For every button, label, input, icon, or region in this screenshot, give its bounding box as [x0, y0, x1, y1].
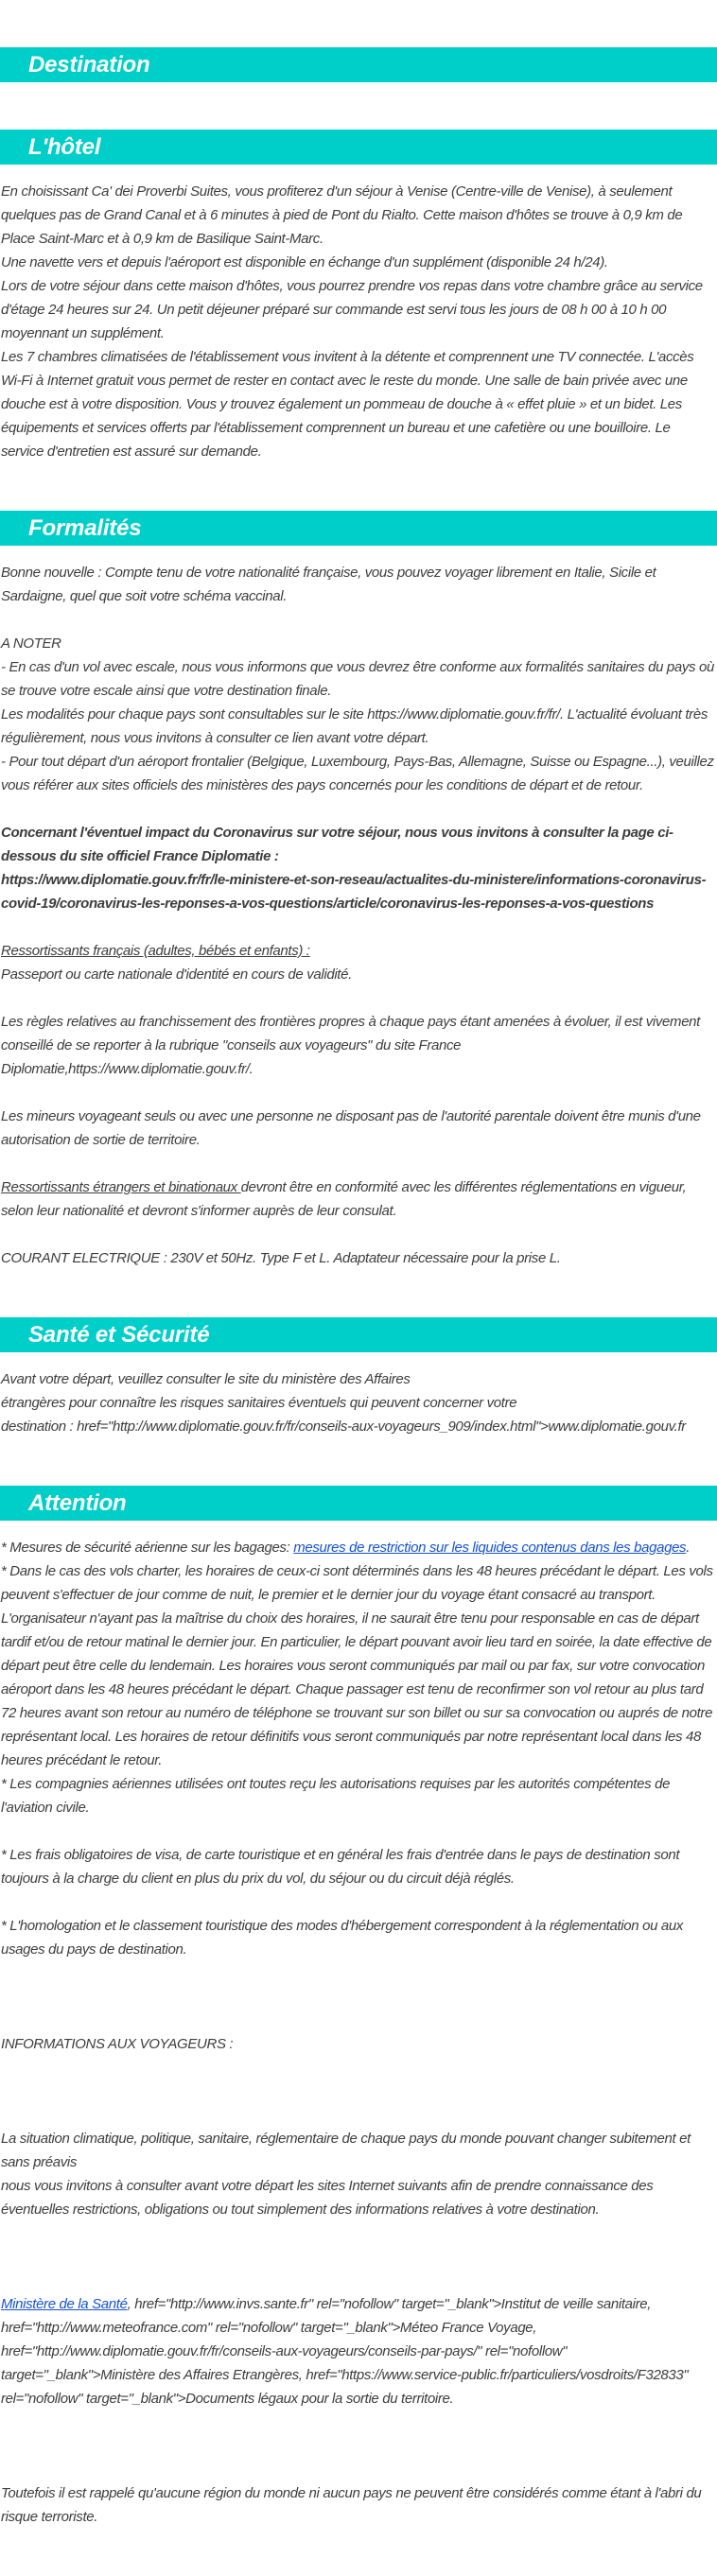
section-title: Formalités	[28, 514, 142, 541]
blank-line	[1, 2009, 715, 2032]
paragraph	[1, 703, 715, 750]
text-run: * Dans le cas des vols charter, les horaires de ceux-ci sont déterminés dans les 48 heures précédant le départ. Les vols peuvent s'effectuer de jour comme de nuit, le premier et le dernier jour du voyage étant consacré au transport. L'organisateur n'ayant pas la maîtrise du choix des horaires, il ne saurait être tenu pour responsable en cas de départ tardif et/ou de retour matinal le dernier jour. En particulier, le départ pouvant avoir lieu tard en soirée, la date effective de départ peut être celle du lendemain. Les horaires vous seront communiqués par mail ou par fax, sur votre convocation aéroport dans les 48 heures précédant le départ. Chaque passager est tenu de reconfirmer son vol retour au plus tard 72 heures avant son retour au numéro de téléphone se trouvant sur son billet ou sur sa convocation ou auprés de notre représentant local. Les horaires de retour définitifs vous seront communiqués par notre représentant local dans les 48 heures précédant le retour.	[1, 1563, 713, 1768]
paragraph	[1, 1559, 715, 1772]
blank-line	[1, 2245, 715, 2269]
paragraph	[1, 1391, 715, 1415]
text-run: Avant votre départ, veuillez consulter le site du ministère des Affaires	[1, 1371, 411, 1387]
text-run: devront être en conformité avec les différentes réglementations en vigueur, selon leur nationalité et devront s'informer auprès de leur consulat.	[1, 1179, 687, 1219]
blank-line	[1, 1961, 715, 1985]
section-formalites	[0, 511, 717, 1270]
section-hotel	[0, 130, 717, 463]
text-run: étrangères pour connaître les risques sanitaires éventuels qui peuvent concerner votre	[1, 1395, 517, 1411]
blank-line	[1, 915, 715, 939]
section-header-destination	[0, 47, 717, 82]
paragraph	[1, 2174, 715, 2221]
blank-line	[1, 2056, 715, 2080]
paragraph	[1, 632, 715, 655]
section-header-hotel	[0, 130, 717, 165]
text-run: Les modalités pour chaque pays sont consultables sur le site https://www.diplomatie.gouv.fr/fr/. L'actualité évoluant très régulièrement, nous vous invitons à consulter ce lien avant votre départ.	[1, 706, 708, 746]
paragraph	[1, 821, 715, 868]
paragraph	[1, 2032, 715, 2056]
blank-line	[1, 1223, 715, 1246]
text-run: Les 7 chambres climatisées de l'établissement vous invitent à la détente et comprennent une TV connectée. L'accès Wi-Fi à Internet gratuit vous permet de rester en contact avec le reste du monde. Une salle de bain privée avec une douche est à votre disposition. Vous y trouvez également un pommeau de douche à « effet pluie » et un bidet. Les équipements et services offerts par l'établissement comprennent un bureau et une cafetière ou une bouilloire. Le service d'entretien est assuré sur demande.	[1, 349, 694, 460]
text-run: Passeport ou carte nationale d'identité en cours de validité.	[1, 966, 352, 983]
section-body-sante-securite	[0, 1367, 717, 1438]
text-run: Ressortissants étrangers et binationaux	[1, 1179, 241, 1195]
inline-link[interactable]: Ministère de la Santé	[1, 2296, 128, 2312]
text-run: Lors de votre séjour dans cette maison d'hôtes, vous pourrez prendre vos repas dans votre chambre grâce au service d'étage 24 heures sur 24. Un petit déjeuner préparé sur commande est servi tous les jours de 08 h 00 à 10 h 00 moyennant un supplément.	[1, 278, 703, 341]
blank-line	[1, 1081, 715, 1105]
paragraph	[1, 1105, 715, 1152]
paragraph	[1, 180, 715, 251]
blank-line	[1, 1890, 715, 1914]
paragraph	[1, 1367, 715, 1391]
text-run: A NOTER	[1, 635, 61, 652]
text-run: Toutefois il est rappelé qu'aucune région du monde ni aucun pays ne peuvent être considérés comme étant à l'abri du risque terroriste.	[1, 2485, 702, 2525]
text-run: Bonne nouvelle : Compte tenu de votre nationalité française, vous pouvez voyager librement en Italie, Sicile et Sardaigne, quel que soit votre schéma vaccinal.	[1, 565, 656, 604]
paragraph	[1, 2292, 715, 2411]
text-run: - En cas d'un vol avec escale, nous vous informons que vous devrez être conforme aux formalités sanitaires du pays où se trouve votre escale ainsi que votre destination finale.	[1, 659, 714, 699]
section-title: Destination	[28, 51, 150, 78]
blank-line	[1, 1152, 715, 1175]
section-attention	[0, 1486, 717, 2529]
text-run: - Pour tout départ d'un aéroport frontalier (Belgique, Luxembourg, Pays-Bas, Allemagne, Suisse ou Espagne...), veuillez vous référer aux sites officiels des ministères des pays concernés pour les conditions de départ et de retour.	[1, 754, 714, 793]
text-run: * L'homologation et le classement touristique des modes d'hébergement correspondent à la réglementation ou aux usages du pays de destination.	[1, 1918, 684, 1958]
section-destination	[0, 47, 717, 82]
blank-line	[1, 2080, 715, 2103]
text-run: https://www.diplomatie.gouv.fr/fr/le-ministere-et-son-reseau/actualites-du-ministere/informations-coronavirus-covid-19/coronavirus-les-reponses-a-vos-questions/article/coronavirus-les-reponses-a-vos-questions	[1, 872, 707, 912]
text-run: En choisissant Ca' dei Proverbi Suites, vous profiterez d'un séjour à Venise (Centre-ville de Venise), à seulement quelques pas de Grand Canal et à 6 minutes à pied de Pont du Rialto. Cette maison d'hôtes se trouve à 0,9 km de Place Saint-Marc et à 0,9 km de Basilique Saint-Marc.	[1, 183, 683, 247]
paragraph	[1, 251, 715, 274]
paragraph	[1, 1843, 715, 1890]
paragraph	[1, 1010, 715, 1081]
blank-line	[1, 2103, 715, 2127]
paragraph	[1, 963, 715, 986]
paragraph	[1, 939, 715, 963]
text-run: Concernant l'éventuel impact du Coronavirus sur votre séjour, nous vous invitons à consulter la page ci-dessous du site officiel France Diplomatie :	[1, 825, 673, 864]
blank-line	[1, 986, 715, 1010]
paragraph	[1, 2127, 715, 2174]
inline-link[interactable]: mesures de restriction sur les liquides contenus dans les bagages	[293, 1540, 687, 1556]
paragraph	[1, 1914, 715, 1961]
section-sante-securite	[0, 1317, 717, 1438]
text-run: * Les compagnies aériennes utilisées ont toutes reçu les autorisations requises par les autorités compétentes de l'aviation civile.	[1, 1776, 671, 1816]
section-title: Santé et Sécurité	[28, 1321, 210, 1348]
text-run: Une navette vers et depuis l'aéroport est disponible en échange d'un supplément (disponible 24 h/24).	[1, 254, 608, 270]
section-header-formalites	[0, 511, 717, 546]
section-body-hotel	[0, 180, 717, 463]
text-run: Les mineurs voyageant seuls ou avec une personne ne disposant pas de l'autorité parentale doivent être munis d'une autorisation de sortie de territoire.	[1, 1108, 701, 1148]
paragraph	[1, 868, 715, 915]
text-run: .	[686, 1540, 691, 1556]
text-run: COURANT ELECTRIQUE : 230V et 50Hz. Type F et L. Adaptateur nécessaire pour la prise L.	[1, 1250, 561, 1266]
paragraph	[1, 1175, 715, 1223]
blank-line	[1, 608, 715, 632]
section-body-attention	[0, 1536, 717, 2529]
paragraph	[1, 1246, 715, 1270]
section-header-sante-securite	[0, 1317, 717, 1352]
blank-line	[1, 2434, 715, 2458]
paragraph	[1, 561, 715, 608]
paragraph	[1, 750, 715, 797]
paragraph	[1, 1772, 715, 1819]
text-run: destination : href="http://www.diplomatie.gouv.fr/fr/conseils-aux-voyageurs_909/index.html">www.diplomatie.gouv.fr	[1, 1419, 686, 1435]
paragraph	[1, 1415, 715, 1438]
text-run: Les règles relatives au franchissement des frontières propres à chaque pays étant amenées à évoluer, il est vivement conseillé de se reporter à la rubrique "conseils aux voyageurs" du site France Diplomatie,https://www.diplomatie.gouv.fr/.	[1, 1014, 700, 1077]
blank-line	[1, 2269, 715, 2292]
blank-line	[1, 2458, 715, 2481]
paragraph	[1, 2481, 715, 2529]
paragraph	[1, 1536, 715, 1559]
blank-line	[1, 2411, 715, 2434]
text-run: INFORMATIONS AUX VOYAGEURS :	[1, 2036, 234, 2052]
blank-line	[1, 1985, 715, 2009]
section-header-attention	[0, 1486, 717, 1521]
text-run: * Mesures de sécurité aérienne sur les bagages:	[1, 1540, 294, 1556]
text-run: Ressortissants français (adultes, bébés et enfants) :	[1, 943, 310, 959]
blank-line	[1, 1819, 715, 1843]
text-run: nous vous invitons à consulter avant votre départ les sites Internet suivants afin de prendre connaissance des éventuelles restrictions, obligations ou tout simplement des informations relatives à votre destination.	[1, 2178, 654, 2218]
text-run: La situation climatique, politique, sanitaire, réglementaire de chaque pays du monde pouvant changer subitement et sans préavis	[1, 2131, 691, 2170]
paragraph	[1, 655, 715, 703]
text-run: * Les frais obligatoires de visa, de carte touristique et en général les frais d'entrée dans le pays de destination sont toujours à la charge du client en plus du prix du vol, du séjour ou du circuit déjà réglés.	[1, 1847, 680, 1887]
section-title: L'hôtel	[28, 133, 101, 160]
section-title: Attention	[28, 1489, 127, 1516]
text-run: , href="http://www.invs.sante.fr" rel="nofollow" target="_blank">Institut de veille sanitaire, href="http://www.meteofrance.com" rel="nofollow" target="_blank">Méteo France Voyage, href="http://www.diplomatie.gouv.fr/fr/conseils-aux-voyageurs/conseils-par-pays/" rel="nofollow" target="_blank">Ministère des Affaires Etrangères, href="https://www.service-public.fr/particuliers/vosdroits/F32833" rel="nofollow" target="_blank">Documents légaux pour la sortie du territoire.	[1, 2296, 689, 2407]
blank-line	[1, 2221, 715, 2245]
section-body-formalites	[0, 561, 717, 1270]
paragraph	[1, 345, 715, 463]
paragraph	[1, 274, 715, 345]
blank-line	[1, 797, 715, 821]
